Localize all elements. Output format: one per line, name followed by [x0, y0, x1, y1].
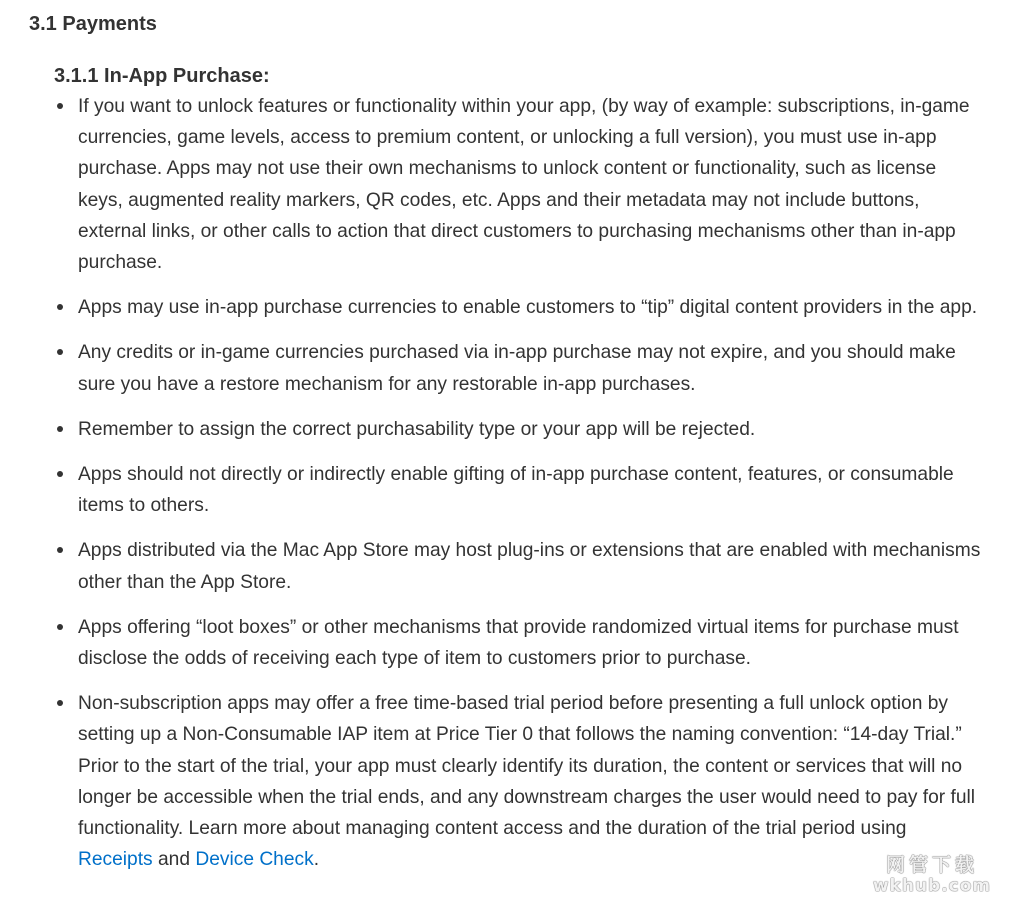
- list-item-text: Non-subscription apps may offer a free time-based trial period before presenting a full unlock option by setting up a Non-Consumable IAP item at Price Tier 0 that follows the naming convention: “14-day Trial.” Prior to the start of the trial, your app must clearly identify its duration, the content or services that will no longer be accessible when the trial ends, and any downstream charges the user would need to pay for full functionality. Learn more about managing content access and the duration of the trial period using: [78, 693, 976, 840]
- bullet-icon: [57, 700, 63, 706]
- list-item-text: Any credits or in-game currencies purchased via in-app purchase may not expire, and you should make sure you have a restore mechanism for any restorable in-app purchases.: [78, 342, 956, 395]
- bullet-icon: [57, 547, 63, 553]
- bullet-icon: [57, 103, 63, 109]
- list-item: [54, 459, 984, 521]
- bullet-icon: [57, 426, 63, 432]
- watermark-brand: 网管下载: [885, 854, 978, 876]
- list-item-text: Apps should not directly or indirectly enable gifting of in-app purchase content, features, or consumable items to others.: [78, 464, 954, 517]
- list-item: [54, 612, 984, 674]
- list-item-text: If you want to unlock features or functionality within your app, (by way of example: subscriptions, in-game currencies, game levels, access to premium content, or unlocking a full version), you must use in-app purchase. Apps may not use their own mechanisms to unlock content or functionality, such as license keys, augmented reality markers, QR codes, etc. Apps and their metadata may not include buttons, external links, or other calls to action that direct customers to purchasing mechanisms other than in-app purchase.: [78, 96, 970, 274]
- list-item: [54, 292, 984, 323]
- list-item: [54, 91, 984, 278]
- list-item-text-connector: and: [152, 849, 196, 871]
- list-item: [54, 414, 984, 445]
- bullet-icon: [57, 624, 63, 630]
- list-item-text: Apps distributed via the Mac App Store may host plug-ins or extensions that are enabled with mechanisms other than the App Store.: [78, 540, 981, 593]
- subsection-title: 3.1.1 In-App Purchase:: [54, 65, 270, 87]
- list-item: [54, 535, 984, 597]
- watermark-url: wkhub.com: [872, 876, 992, 896]
- device-check-link[interactable]: Device Check: [195, 849, 314, 871]
- list-item-text-end: .: [313, 849, 320, 871]
- list-item-text: Apps offering “loot boxes” or other mechanisms that provide randomized virtual items for purchase must disclose the odds of receiving each type of item to customers prior to purchase.: [78, 616, 959, 670]
- guideline-list: [54, 91, 984, 889]
- bullet-icon: [57, 349, 63, 355]
- receipts-link[interactable]: Receipts: [78, 849, 153, 871]
- list-item-text: Remember to assign the correct purchasability type or your app will be rejected.: [78, 418, 756, 440]
- bullet-icon: [57, 304, 63, 310]
- section-title: 3.1 Payments: [29, 13, 157, 35]
- list-item: [54, 337, 984, 399]
- list-item: [54, 688, 984, 875]
- list-item-text: Apps may use in-app purchase currencies to enable customers to “tip” digital content providers in the app.: [78, 297, 978, 319]
- bullet-icon: [57, 471, 63, 477]
